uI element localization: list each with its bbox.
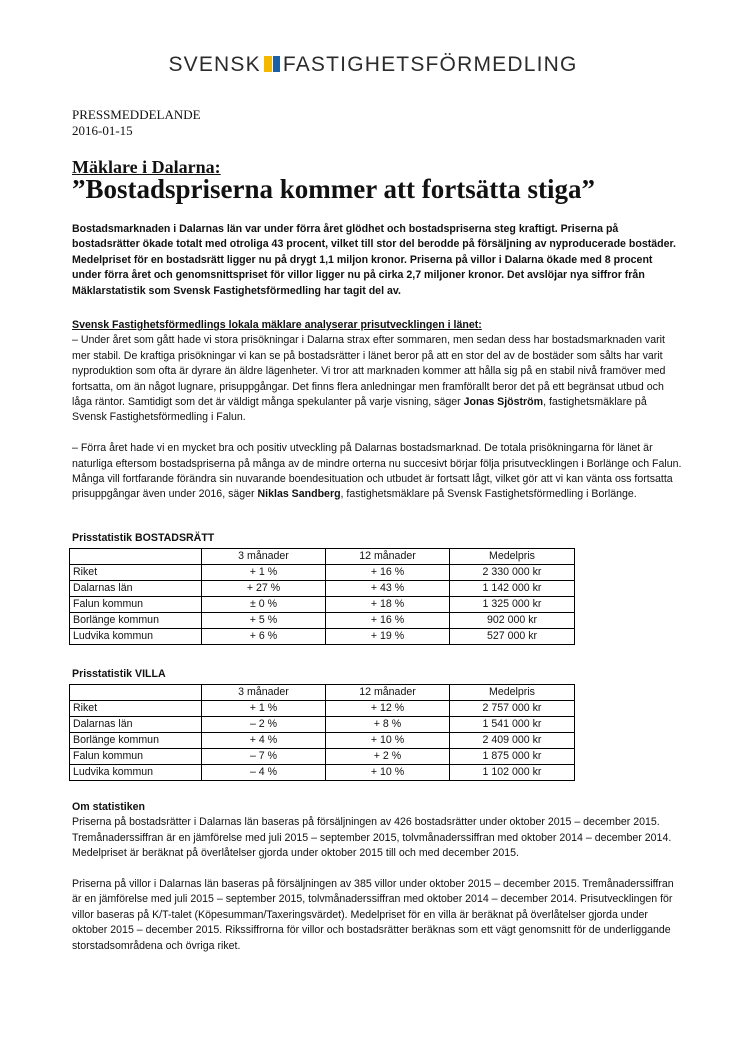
table-row: Riket + 1 % + 12 % 2 757 000 kr <box>70 701 575 717</box>
about-paragraph-1: Priserna på bostadsrätter i Dalarnas län baseras på försäljningen av 426 bostadsrätter under oktober 2015 – december 2015. Tremånaderssiffran är en jämförelse med juli 2015 – september 2015, tolvmånaderssiffran med oktober 2014 – december 2014. Medelpriset är beräknat på överlåtelser gjorda under oktober 2015 till och med december 2015. <box>72 816 672 860</box>
table-row: Ludvika kommun – 4 % + 10 % 1 102 000 kr <box>70 765 575 781</box>
table-header-row: 3 månader 12 månader Medelpris <box>70 685 575 701</box>
table-row: Dalarnas län + 27 % + 43 % 1 142 000 kr <box>70 581 575 597</box>
page-subtitle: Mäklare i Dalarna: <box>72 157 221 177</box>
analysis-heading: Svensk Fastighetsförmedlings lokala mäklare analyserar prisutvecklingen i länet: <box>72 319 482 331</box>
villa-stats-table <box>69 684 575 781</box>
brf-stats-table <box>69 548 575 645</box>
agent-name-2: Niklas Sandberg <box>257 488 341 501</box>
table-row: Falun kommun ± 0 % + 18 % 1 325 000 kr <box>70 597 575 613</box>
table-row: Ludvika kommun + 6 % + 19 % 527 000 kr <box>70 629 575 645</box>
quote-paragraph-1: – Under året som gått hade vi stora prisökningar i Dalarna strax efter sommaren, men sedan dess har bostadsmarknaden varit mer stabil. De kraftiga prisökningar vi kan se på bostadsrätter i länet beror på att en stor del av de bostäder som sålts har varit nyproduktion som ofta är dyrare än äldre lägenheter. Vi tror att marknaden kommer att hålla sig på en stabil nivå framöver med fortsatta, om än något lugnare, prisuppgångar. Det finns flera anledningar men framförallt beror det på ett begränsat utbud och låga räntor. Samtidigt som det är väldigt många spekulanter på varje visning, säger Jonas Sjöström, fastighetsmäklare på Svensk Fastighetsförmedling i Falun. <box>72 334 666 424</box>
about-heading: Om statistiken <box>72 801 146 813</box>
about-paragraph-2: Priserna på villor i Dalarnas län baseras på försäljningen av 385 villor under oktober 2015 – december 2015. Tremånaderssiffran är en jämförelse med juli 2015 – september 2015, tolvmånaderssiffran med oktober 2014 – december 2014. Prisutvecklingen för villor baseras på K/T-talet (Köpesumman/Taxeringsvärdet). Medelpriset för en villa är beräknat på överlåtelser gjorda under oktober 2015 – december 2015. Rikssiffrorna för villor och bostadsrätter beräknas som ett vägt genomsnitt för de underliggande storstadsområdena och övriga riket. <box>72 878 674 952</box>
logo-text-left: SVENSK <box>168 53 261 76</box>
agent-name-1: Jonas Sjöström <box>463 396 544 409</box>
analysis-section <box>72 318 682 503</box>
press-label: PRESSMEDDELANDE <box>72 107 201 122</box>
villa-table-title: Prisstatistik VILLA <box>72 668 166 680</box>
press-header <box>72 107 201 139</box>
table-row: Riket + 1 % + 16 % 2 330 000 kr <box>70 565 575 581</box>
table-row: Borlänge kommun + 5 % + 16 % 902 000 kr <box>70 613 575 629</box>
table-row: Falun kommun – 7 % + 2 % 1 875 000 kr <box>70 749 575 765</box>
lead-paragraph: Bostadsmarknaden i Dalarnas län var under förra året glödhet och bostadspriserna steg kraftigt. Priserna på bostadsrätter ökade totalt med otroliga 43 procent, vilket till stor del berodde på försäljning av nyproducerade bostäder. Medelpriset för en bostadsrätt ligger nu på drygt 1,1 miljon kronor. Priserna på villor i Dalarna ökade med 8 procent under förra året och genomsnittspriset för villor ligger nu på cirka 2,7 miljoner kronor. Det avslöjar nya siffror från Mäklarstatistik som Svensk Fastighetsförmedling har tagit del av. <box>72 223 676 297</box>
about-section <box>72 800 682 954</box>
table-row: Borlänge kommun + 4 % + 10 % 2 409 000 kr <box>70 733 575 749</box>
press-date: 2016-01-15 <box>72 123 133 138</box>
table-row: Dalarnas län – 2 % + 8 % 1 541 000 kr <box>70 717 575 733</box>
flag-logo-mark-icon <box>264 56 280 72</box>
quote-paragraph-2: – Förra året hade vi en mycket bra och positiv utveckling på Dalarnas bostadsmarknad. De totala prisökningarna för länet är naturliga eftersom bostadspriserna på många av de mindre orterna nu succesivt börjar följa prisutvecklingen i Borlänge och Falun. Många vill fortfarande förändra sin nuvarande boendesituation och utbudet är fortsatt lågt, vilket gör att vi kan vänta oss fortsatta prisuppgångar även under 2016, säger Niklas Sandberg, fastighetsmäklare på Svensk Fastighetsförmedling i Borlänge. <box>72 442 682 501</box>
company-logo <box>0 53 746 77</box>
page-title: ”Bostadspriserna kommer att fortsätta stiga” <box>72 174 595 204</box>
brf-table-title: Prisstatistik BOSTADSRÄTT <box>72 532 215 544</box>
table-header-row: 3 månader 12 månader Medelpris <box>70 549 575 565</box>
logo-text-right: FASTIGHETSFÖRMEDLING <box>282 53 578 76</box>
